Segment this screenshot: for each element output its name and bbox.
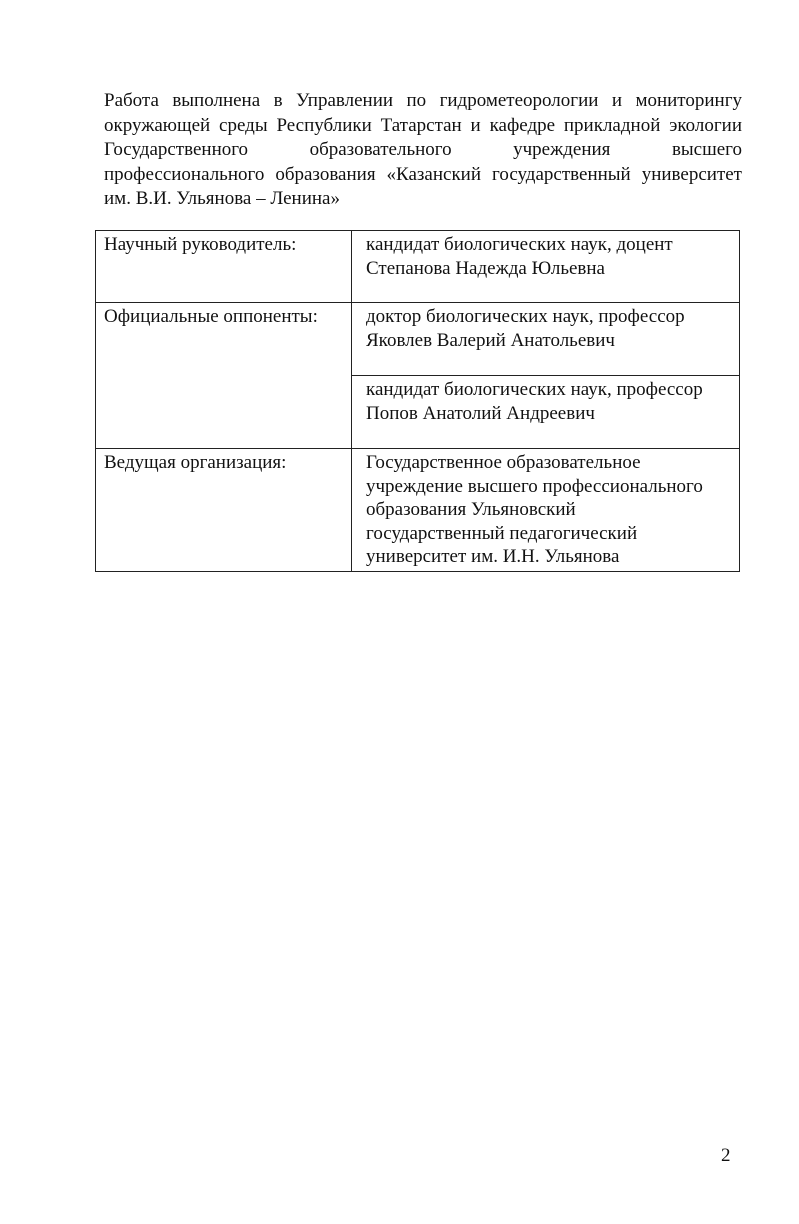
opponent-2-value <box>352 376 740 449</box>
opponent-2-line: кандидат биологических наук, профессор <box>366 379 703 400</box>
leading-org-line: Государственное образовательное <box>366 452 641 473</box>
leading-org-line: образования Ульяновский <box>366 499 576 520</box>
opponent-2-line: Попов Анатолий Андреевич <box>366 402 595 424</box>
supervisor-label: Научный руководитель: <box>96 231 352 303</box>
intro-line: окружающей среды Республики Татарстан и кафедре прикладной экологии <box>104 114 742 136</box>
leading-org-line: государственный педагогический <box>366 522 638 544</box>
leading-org-line: учреждение высшего профессионального <box>366 475 703 497</box>
intro-line: Государственного образовательного учреждения высшего <box>104 139 742 160</box>
opponent-1-line: доктор биологических наук, профессор <box>366 306 685 327</box>
table-row-opponent-1 <box>96 303 740 376</box>
opponents-label: Официальные оппоненты: <box>96 303 352 449</box>
supervisor-line: кандидат биологических наук, доцент <box>366 234 673 255</box>
leading-org-line: университет им. И.Н. Ульянова <box>366 546 620 567</box>
intro-paragraph <box>104 89 742 212</box>
intro-line: профессионального образования «Казанский государственный университет <box>104 163 742 185</box>
supervisor-value <box>352 231 740 303</box>
intro-line: им. В.И. Ульянова – Ленина» <box>104 188 340 209</box>
page-number: 2 <box>721 1145 731 1166</box>
supervisor-line: Степанова Надежда Юльевна <box>366 257 605 279</box>
opponent-1-line: Яковлев Валерий Анатольевич <box>366 329 615 351</box>
leading-org-label: Ведущая организация: <box>96 449 352 572</box>
table-row-supervisor <box>96 231 740 303</box>
table-row-leading-org <box>96 449 740 572</box>
opponent-1-value <box>352 303 740 376</box>
intro-line: Работа выполнена в Управлении по гидрометеорологии и мониторингу <box>104 90 742 111</box>
leading-org-value <box>352 449 740 572</box>
info-table <box>95 230 740 572</box>
